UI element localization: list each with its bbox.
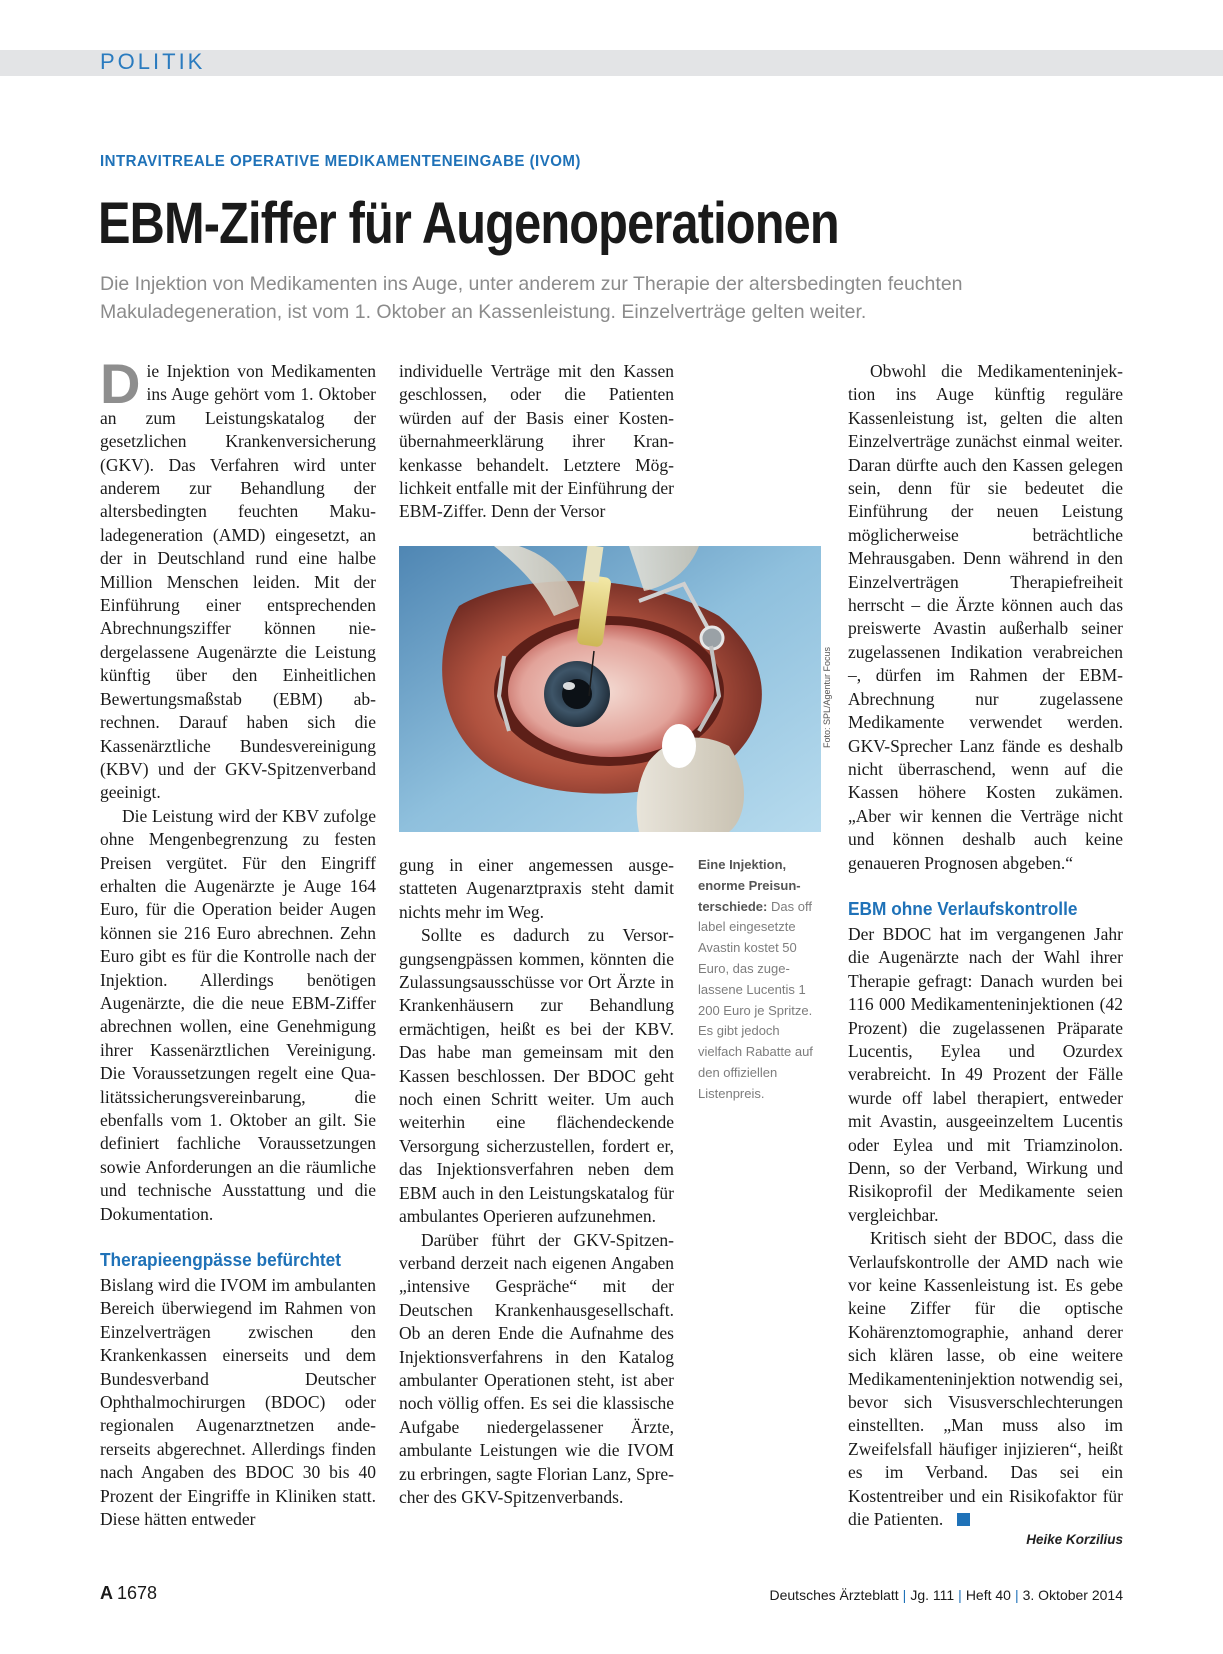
col1-p1-text: ie Injektion von Medikamenten ins Auge gehört vom 1. Oktober an zum Leistungskatalog der gesetzlichen Krankenversicherung (GKV). Das Verfahren wird unter anderem zur Behandlung der altersbedingten feuchten Makuladegeneration (AMD) eingesetzt, an der in Deutschland rund eine halbe Million Menschen leiden. Mit der Einführung einer entsprechenden Abrechnungsziffer können niedergelassene Augenärzte die Leistung künftig über den Einheitlichen Bewertungsmaßstab (EBM) abrechnen. Darauf haben sich die Kassenärztliche Bundesvereinigung (KBV) und der GKV-Spitzenverband geeinigt. xyxy=(100,361,376,803)
subhead-verlaufskontrolle: EBM ohne Verlaufskontrolle xyxy=(848,898,1078,919)
caption-lead: Eine Injektion, enorme Preisunterschiede: xyxy=(698,857,801,914)
footer-separator: | xyxy=(958,1587,962,1603)
col2-paragraph-1: gung in einer angemessen ausgestatteten Augenarztpraxis steht damit nichts mehr im Weg. xyxy=(399,855,674,922)
page-number xyxy=(100,1583,157,1604)
subhead-therapieengpaesse: Therapieengpässe befürchtet xyxy=(100,1250,342,1271)
column-1 xyxy=(100,352,376,1532)
photo-credit: Foto: SPL/Agentur Focus xyxy=(822,646,832,748)
column-2-top xyxy=(399,360,674,524)
journal-name: Deutsches Ärzteblatt xyxy=(769,1587,899,1603)
issue-date: 3. Oktober 2014 xyxy=(1022,1587,1123,1603)
col1-paragraph-3: Bislang wird die IVOM im ambulanten Bereich überwiegend im Rahmen von Einzelverträgen zwischen den Krankenkassen einerseits und dem Bundesverband Deutscher Ophthalmochirurgen (BDOC) oder regionalen Augenarztnetzen andererseits abgerechnet. Allerdings finden nach Angaben des BDOC 30 bis 40 Prozent der Eingriffe in Kliniken statt. Diese hätten entweder xyxy=(100,1275,376,1530)
headline: EBM-Ziffer für Augenoperationen xyxy=(98,191,839,256)
col2-top-paragraph: individuelle Verträge mit den Kassen geschlossen, oder die Patienten würden auf der Basis einer Kostenübernahmeerklärung ihrer Krankenkasse behandelt. Letztere Möglichkeit entfalle mit der Einführung der EBM-Ziffer. Denn der Versor xyxy=(399,361,674,522)
journal-issue: Heft 40 xyxy=(965,1587,1011,1603)
end-mark-icon xyxy=(957,1513,970,1526)
col4-p3-text: Kritisch sieht der BDOC, dass die Verlaufskontrolle der AMD nach wie vor keine Kassenleistung ist. Es gebe keine Ziffer für die optische Kohärenztomographie, anhand derer sich klären lasse, ob eine weitere Medikamenteninjektion notwendig sei, bevor sich Visusverschlechterungen einstellten. „Man muss also im Zweifelsfall häufiger injizieren“, heißt es im Verband. Das sei ein Kostentreiber und ein Risikofaktor für die Patienten. xyxy=(848,1228,1123,1530)
column-2-bottom xyxy=(399,854,674,1509)
journal-volume: Jg. 111 xyxy=(910,1587,955,1603)
col4-paragraph-3 xyxy=(848,1227,1123,1531)
footer-publication-info xyxy=(770,1587,1124,1603)
author: Heike Korzilius xyxy=(1026,1532,1123,1547)
column-4 xyxy=(848,360,1123,1532)
drop-cap: D xyxy=(100,352,141,415)
section-rubric: POLITIK xyxy=(100,49,206,74)
col2-paragraph-2: Sollte es dadurch zu Versorgungsengpässen kommen, könnten die Zulassungsausschüsse vor Ort Ärzte in Krankenhäusern zur Behandlung ermächtigen, heißt es bei der KBV. Das habe man gemeinsam mit den Kassen beschlossen. Der BDOC geht noch einen Schritt weiter. Um auch weiterhin eine flächendeckende Versorgung sicherzustellen, fordert er, das Injektionsverfahren neben dem EBM auch in den Leistungskatalog für ambulantes Operieren aufzunehmen. xyxy=(399,925,674,1227)
kicker: INTRAVITREALE OPERATIVE MEDIKAMENTENEINGABE (IVOM) xyxy=(100,153,581,170)
lead-paragraph: Die Injektion von Medikamenten ins Auge, unter anderem zur Therapie der altersbedingten feuchten Makuladegeneration, ist vom 1. Oktober an Kassenleistung. Einzelverträge gelten weiter. xyxy=(100,273,963,323)
col1-paragraph-1 xyxy=(100,352,376,805)
caption-text: Das off label eingesetzte Avastin kostet 50 Euro, das zugelassene Lucentis 1 200 Euro je Spritze. Es gibt jedoch vielfach Rabatte auf den offiziellen Listenpreis. xyxy=(698,898,813,1101)
col1-paragraph-2: Die Leistung wird der KBV zufolge ohne Mengenbegrenzung zu festen Preisen vergütet. Für den Eingriff erhalten die Augenärzte je Auge 164 Euro, für die Operation beider Augen können sie 216 Euro abrechnen. Zehn Euro gibt es für die Kontrolle nach der Injektion. Allerdings benötigen Augenärzte, die die neue EBM-Ziffer abrechnen wollen, eine Genehmigung ihrer Kassenärztlichen Vereinigung. Die Voraussetzungen regelt eine Qualitätssicherungsvereinbarung, die ebenfalls vom 1. Oktober an gilt. Sie definiert fachliche Voraussetzungen sowie Anforderungen an die räumliche und technische Ausstattung und die Dokumentation. xyxy=(100,805,376,1224)
footer-separator: | xyxy=(1014,1587,1019,1603)
col4-paragraph-2: Der BDOC hat im vergangenen Jahr die Augenärzte nach der Wahl ihrer Therapie gefragt: Danach wurden bei 116 000 Medikamenteninjektionen (42 Prozent) die zugelassenen Präparate Lucentis, Eylea und Ozurdex verabreicht. In 49 Prozent der Fälle wurde off label therapiert, entweder mit Avastin, ausgeeinzeltem Lucentis oder Eylea und mit Triamzinolon. Denn, so der Verband, Wirkung und Risikoprofil der Medikamente seien vergleichbar. xyxy=(848,923,1123,1225)
page-number-value: 1678 xyxy=(117,1583,158,1603)
col4-paragraph-1: Obwohl die Medikamenteninjektion ins Auge künftig reguläre Kassenleistung ist, gelten die alten Einzelverträge zunächst einmal weiter. Daran dürfte auch den Kassen gelegen sein, denn für sie bedeutet die Einführung der neuen Leistung möglicherweise beträchtliche Mehrausgaben. Denn während in den Einzelverträgen Therapiefreiheit herrscht – die Ärzte können auch das preiswerte Avastin außerhalb seiner zugelassenen Indikation verabreichen –, dürfen im Rahmen der EBM-Abrechnung nur zugelassene Medikamente verwendet werden. GKV-Sprecher Lanz fände es deshalb nicht überraschend, wenn auf die Kassen höhere Kosten zukämen. „Aber wir kennen die Verträge nicht und können deshalb auch keine genaueren Prognosen abgeben.“ xyxy=(848,361,1123,873)
eye-injection-photo xyxy=(399,546,821,832)
page-prefix: A xyxy=(100,1583,113,1603)
footer-separator: | xyxy=(902,1587,907,1603)
photo-caption xyxy=(698,855,823,1105)
col2-paragraph-3: Darüber führt der GKV-Spitzenverband derzeit nach eigenen Angaben „intensive Gespräche“ mit der Deutschen Krankenhausgesellschaft. Ob an deren Ende die Aufnahme des Injektionsverfahrens in den Katalog ambulanter Operationen steht, ist aber noch völlig offen. Es sei die klassische Aufgabe niedergelassener Ärzte, ambulante Leistungen wie die IVOM zu erbringen, sagte Florian Lanz, Sprecher des GKV-Spitzenverbands. xyxy=(399,1229,674,1507)
